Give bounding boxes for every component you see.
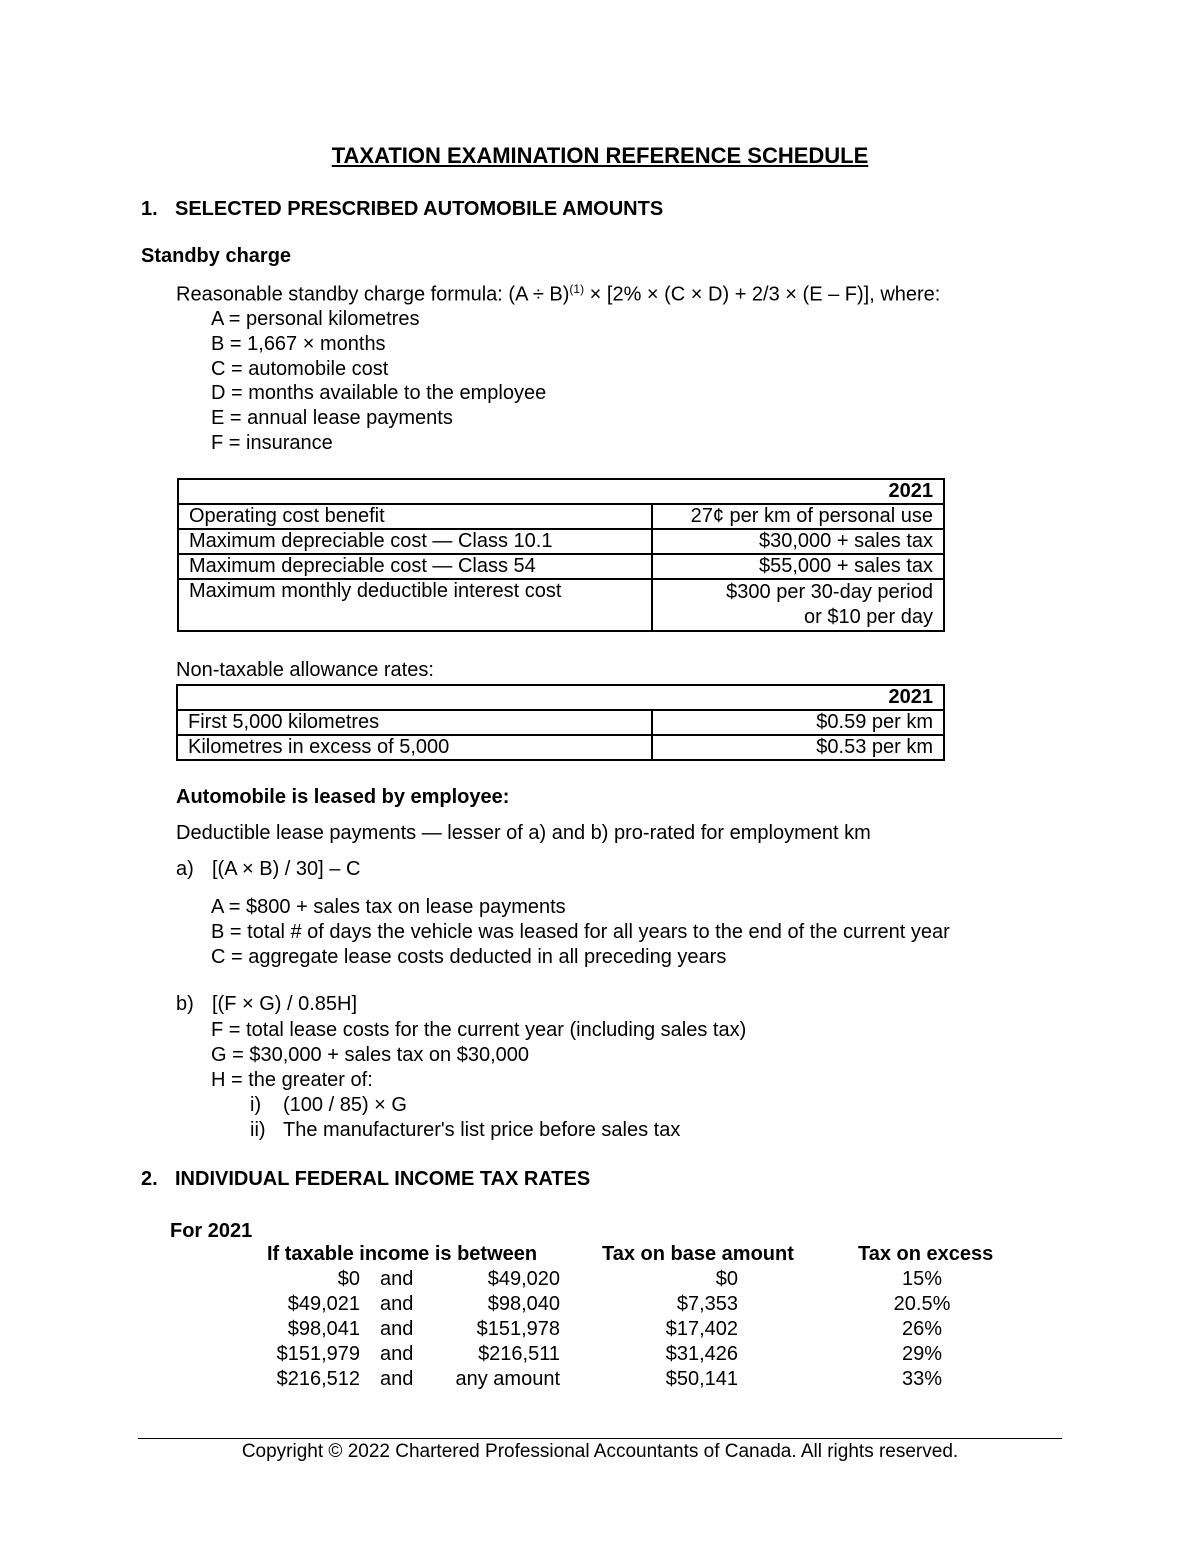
income-from: $0 <box>337 1268 360 1290</box>
footer-divider <box>138 1438 1062 1439</box>
formula-text: [(F × G) / 0.85H] <box>212 993 358 1015</box>
income-to: any amount <box>455 1368 560 1390</box>
income-to: $98,040 <box>487 1293 560 1315</box>
variable-item: B = 1,667 × months <box>211 332 386 355</box>
and-text: and <box>380 1268 414 1290</box>
row-label: Kilometres in excess of 5,000 <box>177 735 652 760</box>
formula-b <box>176 993 357 1016</box>
rates-subheading: For 2021 <box>170 1220 253 1242</box>
excess-rate: 15% <box>901 1268 943 1290</box>
excess-rate: 20.5% <box>893 1293 951 1315</box>
list-item-number: i) <box>250 1094 262 1116</box>
row-value: 27¢ per km of personal use <box>652 504 944 529</box>
income-to: $216,511 <box>478 1343 560 1365</box>
row-value-line: $300 per 30-day period <box>726 581 933 603</box>
variable-item: A = personal kilometres <box>211 308 420 330</box>
row-value <box>652 579 944 631</box>
list-item-number: ii) <box>250 1118 266 1141</box>
formula-footnote: (1) <box>569 282 585 296</box>
variable-item: D = months available to the employee <box>211 382 547 405</box>
row-label: Maximum monthly deductible interest cost <box>178 579 652 631</box>
section-title: SELECTED PRESCRIBED AUTOMOBILE AMOUNTS <box>175 198 664 220</box>
and-text: and <box>380 1368 414 1390</box>
row-value: $30,000 + sales tax <box>652 529 944 554</box>
item-label: a) <box>176 858 194 880</box>
section-number: 2. <box>141 1168 158 1190</box>
item-label: b) <box>176 993 194 1015</box>
income-from: $216,512 <box>276 1368 360 1390</box>
income-to: $49,020 <box>487 1268 560 1290</box>
variable-item: F = total lease costs for the current year (including sales tax) <box>211 1019 747 1041</box>
variable-item: G = $30,000 + sales tax on $30,000 <box>211 1043 530 1066</box>
base-header: Tax on base amount <box>602 1243 794 1265</box>
excess-header: Tax on excess <box>858 1243 994 1265</box>
income-from: $98,041 <box>287 1318 360 1340</box>
year-header: 2021 <box>178 479 944 504</box>
year-header: 2021 <box>177 685 944 710</box>
formula-b-variables <box>211 1018 746 1092</box>
table-header-row <box>178 479 944 504</box>
base-amount: $17,402 <box>665 1318 738 1340</box>
base-amount: $0 <box>715 1268 738 1290</box>
greater-of-list <box>250 1093 680 1143</box>
formula-prefix: Reasonable standby charge formula: (A ÷ B) <box>176 283 570 306</box>
table-row <box>178 504 944 529</box>
row-label: Maximum depreciable cost — Class 10.1 <box>178 529 652 554</box>
row-value: $0.59 per km <box>652 710 944 735</box>
list-item <box>250 1093 680 1118</box>
formula-text: [(A × B) / 30] – C <box>212 858 361 880</box>
variable-item: H = the greater of: <box>211 1068 373 1091</box>
base-amount: $7,353 <box>676 1293 738 1315</box>
section-number: 1. <box>141 198 158 220</box>
section-1-heading <box>141 198 663 221</box>
section-2-heading <box>141 1168 590 1191</box>
variable-item: F = insurance <box>211 431 333 454</box>
row-value-line: or $10 per day <box>804 606 933 628</box>
and-text: and <box>380 1318 414 1340</box>
table-row <box>177 710 944 735</box>
row-value: $55,000 + sales tax <box>652 554 944 579</box>
base-amount: $31,426 <box>665 1343 738 1365</box>
row-label: Operating cost benefit <box>178 504 652 529</box>
standby-formula <box>176 282 940 307</box>
and-text: and <box>380 1293 414 1315</box>
table-header-row <box>177 685 944 710</box>
excess-rate: 29% <box>901 1343 943 1365</box>
table-row <box>178 579 944 631</box>
list-item <box>250 1118 680 1143</box>
excess-rate: 33% <box>901 1368 943 1390</box>
formula-suffix: × [2% × (C × D) + 2/3 × (E – F)], where: <box>584 283 941 306</box>
allowance-table <box>176 684 945 761</box>
excess-rate: 26% <box>901 1318 943 1340</box>
standby-heading: Standby charge <box>141 245 292 267</box>
income-to: $151,978 <box>476 1318 560 1340</box>
formula-a <box>176 858 360 881</box>
copyright-footer: Copyright © 2022 Chartered Professional Accountants of Canada. All rights reserved. <box>241 1441 959 1462</box>
income-header: If taxable income is between <box>267 1243 538 1265</box>
automobile-amounts-table <box>177 478 945 632</box>
and-text: and <box>380 1343 414 1365</box>
leased-heading: Automobile is leased by employee: <box>176 786 510 808</box>
page-title: TAXATION EXAMINATION REFERENCE SCHEDULE <box>331 143 869 168</box>
list-item-text: The manufacturer's list price before sales tax <box>283 1118 681 1141</box>
income-from: $151,979 <box>276 1343 360 1365</box>
income-from: $49,021 <box>287 1293 360 1315</box>
variable-item: B = total # of days the vehicle was leased for all years to the end of the current year <box>211 920 950 943</box>
variable-item: A = $800 + sales tax on lease payments <box>211 896 566 918</box>
row-label: First 5,000 kilometres <box>177 710 652 735</box>
standby-variables <box>211 307 546 456</box>
section-title: INDIVIDUAL FEDERAL INCOME TAX RATES <box>175 1168 591 1190</box>
table-row <box>177 735 944 760</box>
leased-intro: Deductible lease payments — lesser of a) and b) pro-rated for employment km <box>176 822 871 844</box>
list-item-text: (100 / 85) × G <box>283 1094 407 1116</box>
row-value: $0.53 per km <box>652 735 944 760</box>
row-label: Maximum depreciable cost — Class 54 <box>178 554 652 579</box>
variable-item: C = aggregate lease costs deducted in all preceding years <box>211 945 727 968</box>
variable-item: C = automobile cost <box>211 357 389 380</box>
variable-item: E = annual lease payments <box>211 407 453 430</box>
formula-a-variables <box>211 895 950 969</box>
allowance-label: Non-taxable allowance rates: <box>176 659 434 681</box>
base-amount: $50,141 <box>665 1368 738 1390</box>
table-row <box>178 529 944 554</box>
table-row <box>178 554 944 579</box>
